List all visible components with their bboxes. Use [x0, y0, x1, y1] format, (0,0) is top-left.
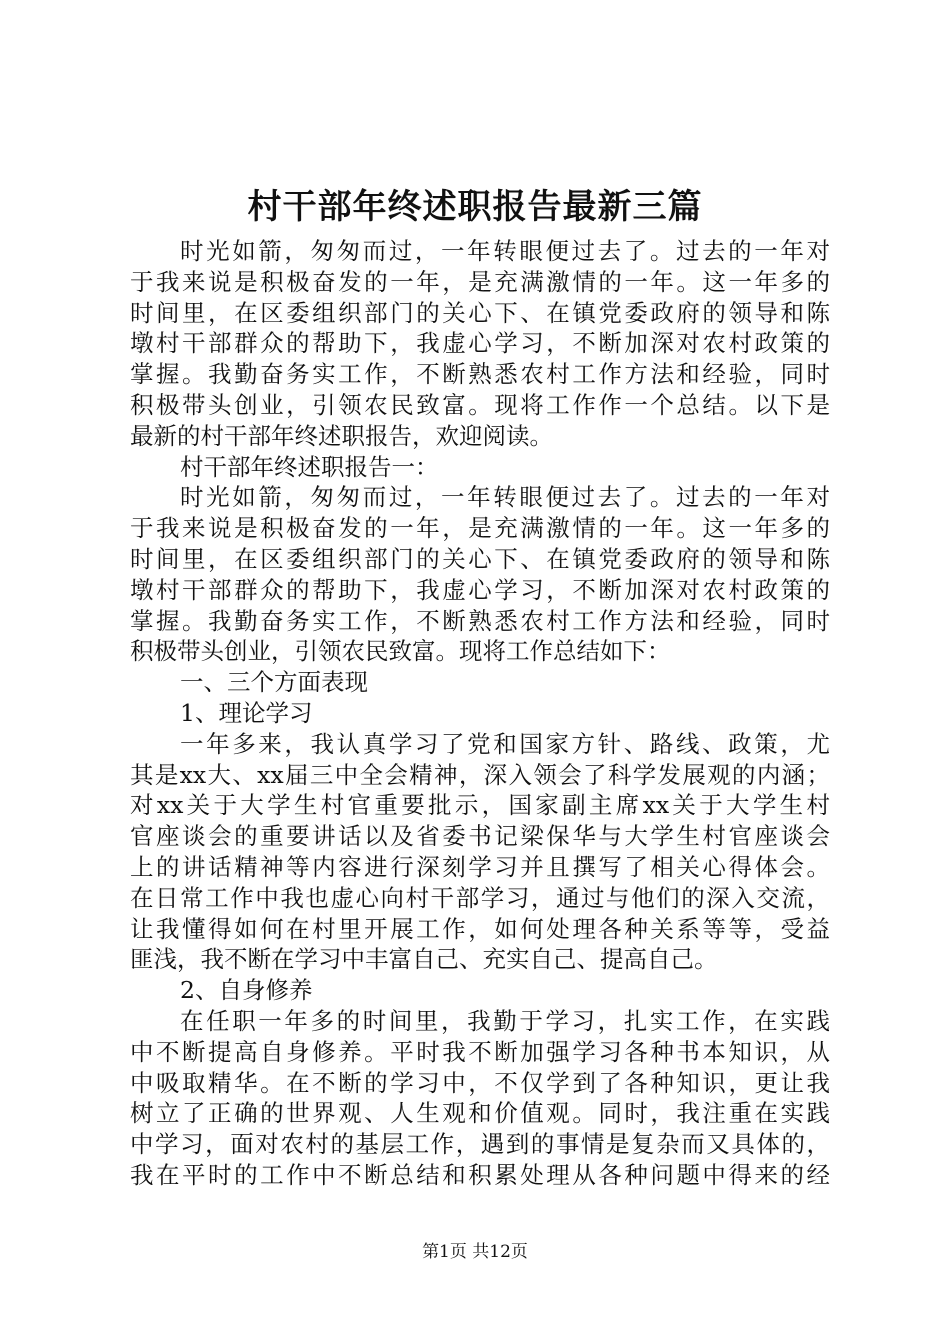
text-line: 对xx关于大学生村官重要批示，国家副主席xx关于大学生村: [130, 791, 830, 820]
heading-self-cultivation: 2、自身修养: [180, 976, 313, 1005]
text-line: 官座谈会的重要讲话以及省委书记梁保华与大学生村官座谈会: [130, 822, 830, 851]
text-line: 我在平时的工作中不断总结和积累处理从各种问题中得来的经: [130, 1160, 830, 1189]
theory-paragraph: [130, 729, 830, 975]
text-line: 时间里，在区委组织部门的关心下、在镇党委政府的领导和陈: [130, 544, 830, 573]
text-line: 在日常工作中我也虚心向村干部学习，通过与他们的深入交流，: [130, 883, 830, 912]
heading-level-1: 一、三个方面表现: [180, 668, 368, 697]
text-line: 中不断提高自身修养。平时我不断加强学习各种书本知识，从: [130, 1037, 830, 1066]
text-line: 其是xx大、xx届三中全会精神，深入领会了科学发展观的内涵；: [130, 760, 830, 789]
intro-paragraph: [130, 236, 830, 452]
text-line: 时间里，在区委组织部门的关心下、在镇党委政府的领导和陈: [130, 298, 830, 327]
cultivation-paragraph: [130, 1006, 830, 1191]
text-line: 于我来说是积极奋发的一年，是充满激情的一年。这一年多的: [130, 267, 830, 296]
text-line: 积极带头创业，引领农民致富。现将工作作一个总结。以下是: [130, 390, 830, 419]
text-line: 让我懂得如何在村里开展工作，如何处理各种关系等等，受益: [130, 914, 830, 943]
text-line: 时光如箭，匆匆而过，一年转眼便过去了。过去的一年对: [180, 483, 830, 512]
heading-theory-study: 1、理论学习: [180, 698, 313, 727]
text-line: 匪浅，我不断在学习中丰富自己、充实自己、提高自己。: [130, 945, 718, 974]
document-title: 村干部年终述职报告最新三篇: [247, 187, 703, 227]
text-line: 积极带头创业，引领农民致富。现将工作总结如下：: [130, 637, 671, 666]
document-body: [130, 236, 830, 1191]
text-line: 上的讲话精神等内容进行深刻学习并且撰写了相关心得体会。: [130, 852, 830, 881]
text-line: 中吸取精华。在不断的学习中，不仅学到了各种知识，更让我: [130, 1068, 830, 1097]
text-line: 一年多来，我认真学习了党和国家方针、路线、政策，尤: [180, 729, 830, 758]
text-line: 时光如箭，匆匆而过，一年转眼便过去了。过去的一年对: [180, 237, 830, 265]
page-number-footer: 第1页 共12页: [422, 1242, 528, 1262]
text-line: 最新的村干部年终述职报告，欢迎阅读。: [130, 421, 553, 450]
text-line: 掌握。我勤奋务实工作，不断熟悉农村工作方法和经验，同时: [130, 360, 830, 389]
text-line: 在任职一年多的时间里，我勤于学习，扎实工作，在实践: [180, 1006, 830, 1035]
report-paragraph: [130, 482, 830, 667]
text-line: 墩村干部群众的帮助下，我虚心学习，不断加深对农村政策的: [130, 329, 830, 358]
text-line: 于我来说是积极奋发的一年，是充满激情的一年。这一年多的: [130, 514, 830, 543]
text-line: 树立了正确的世界观、人生观和价值观。同时，我注重在实践: [130, 1099, 830, 1128]
text-line: 掌握。我勤奋务实工作，不断熟悉农村工作方法和经验，同时: [130, 606, 830, 635]
text-line: 中学习，面对农村的基层工作，遇到的事情是复杂而又具体的，: [130, 1130, 830, 1159]
text-line: 墩村干部群众的帮助下，我虚心学习，不断加深对农村政策的: [130, 575, 830, 604]
section-title: 村干部年终述职报告一：: [180, 452, 439, 481]
